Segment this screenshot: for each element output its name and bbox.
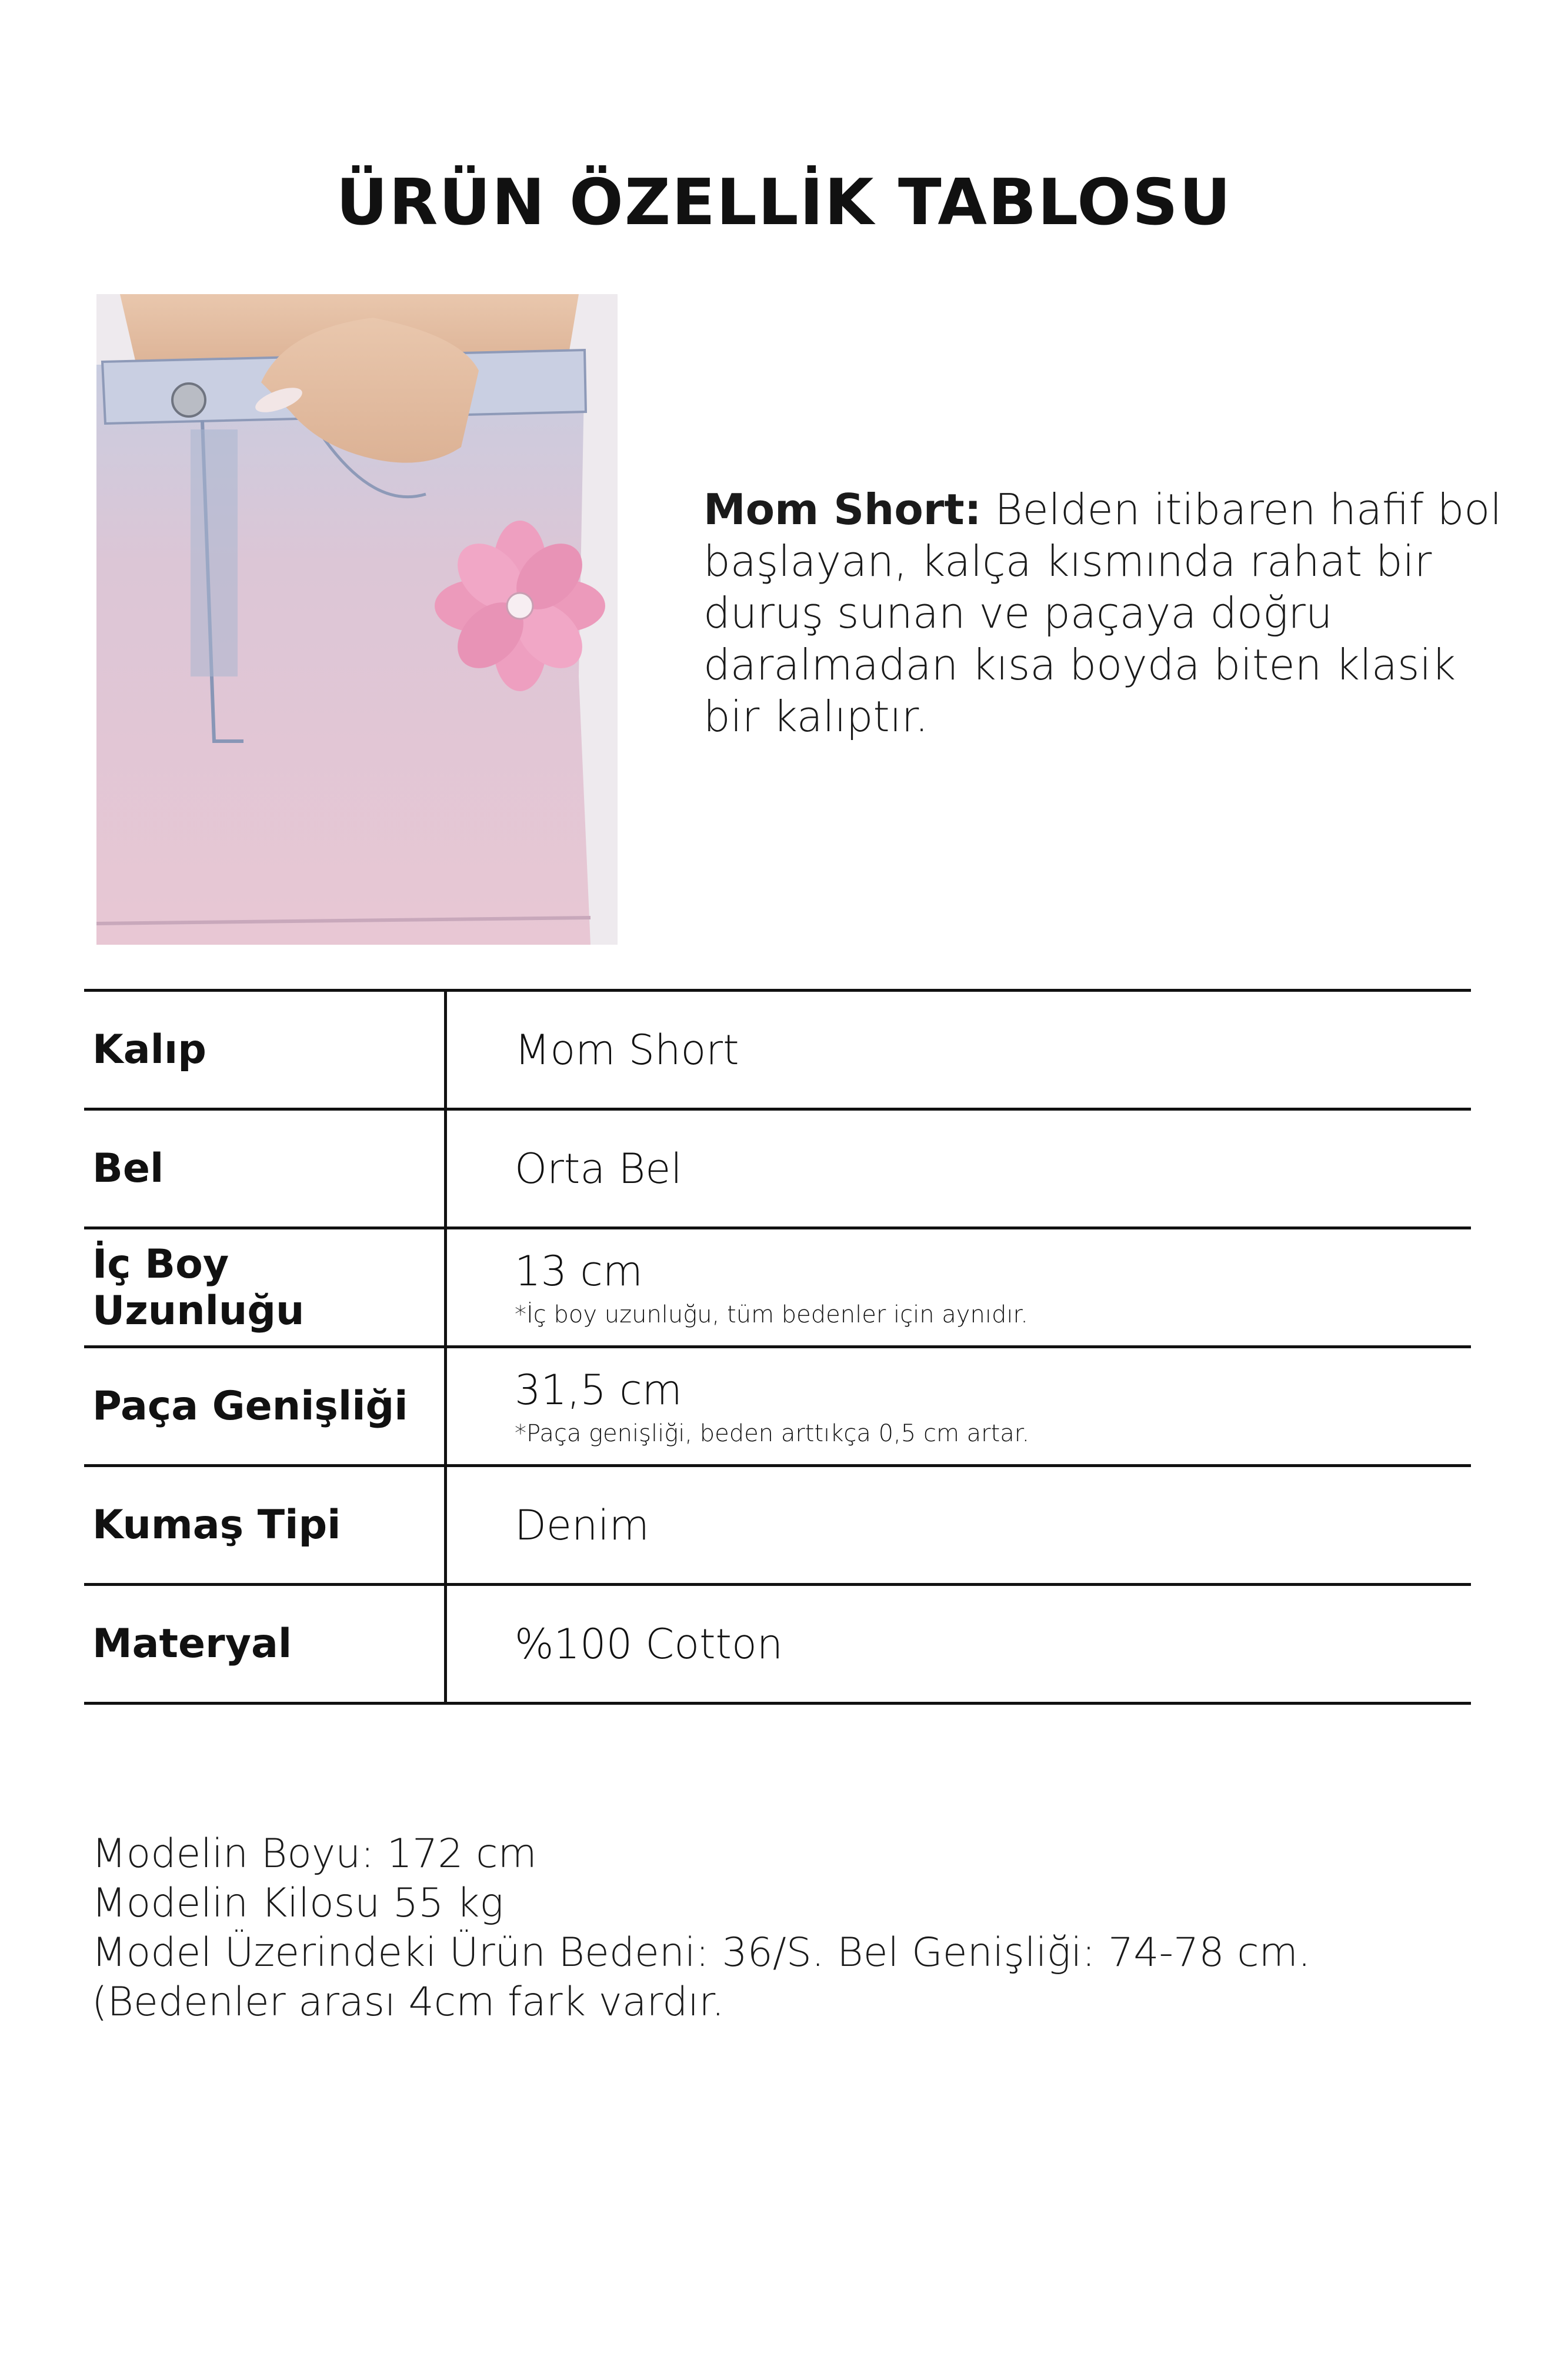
spec-value: Mom Short (515, 1025, 739, 1074)
spec-value: 31,5 cm (515, 1365, 682, 1414)
spec-value: 13 cm (515, 1247, 643, 1295)
spec-label: Paça Genişliği (84, 1347, 446, 1466)
spec-value: Denim (515, 1501, 649, 1549)
spec-row-kalip (84, 991, 1471, 1109)
spec-value-cell (446, 1585, 1472, 1704)
spec-label: Materyal (84, 1585, 446, 1704)
spec-label: Kalıp (84, 991, 446, 1109)
model-size: Model Üzerindeki Ürün Bedeni: 36/S. Bel Genişliği: 74-78 cm. (Bedenler arası 4cm fark vardır. (92, 1929, 1311, 2025)
spec-value-cell (446, 1228, 1472, 1347)
spec-label: İç Boy Uzunluğu (84, 1228, 446, 1347)
model-weight: Modelin Kilosu 55 kg (92, 1880, 504, 1927)
spec-label: Bel (84, 1109, 446, 1228)
spec-table (84, 989, 1471, 1705)
spec-value-cell (446, 991, 1472, 1109)
spec-row-paca (84, 1347, 1471, 1466)
product-description (703, 484, 1503, 742)
product-photo (96, 294, 618, 945)
spec-label: Kumaş Tipi (84, 1466, 446, 1585)
spec-value-cell (446, 1347, 1472, 1466)
spec-row-ic-boy (84, 1228, 1471, 1347)
model-height: Modelin Boyu: 172 cm (92, 1831, 537, 1877)
spec-row-materyal (84, 1585, 1471, 1704)
spec-note: *Paça genişliği, beden arttıkça 0,5 cm artar. (515, 1419, 1030, 1447)
spec-value-cell (446, 1466, 1472, 1585)
spec-row-kumas (84, 1466, 1471, 1585)
spec-value: %100 Cotton (515, 1619, 783, 1668)
spec-value: Orta Bel (515, 1144, 682, 1193)
spec-note: *İç boy uzunluğu, tüm bedenler için aynıdır. (515, 1301, 1028, 1328)
spec-row-bel (84, 1109, 1471, 1228)
description-text: Belden itibaren hafif bol başlayan, kalça kısmında rahat bir duruş sunan ve paçaya doğru daralmadan kısa boyda biten klasik bir kalıptır. (703, 485, 1502, 741)
page-title: ÜRÜN ÖZELLİK TABLOSU (336, 166, 1232, 239)
model-info (92, 1829, 1444, 2027)
spec-value-cell (446, 1109, 1472, 1228)
description-lead: Mom Short: (703, 485, 982, 534)
